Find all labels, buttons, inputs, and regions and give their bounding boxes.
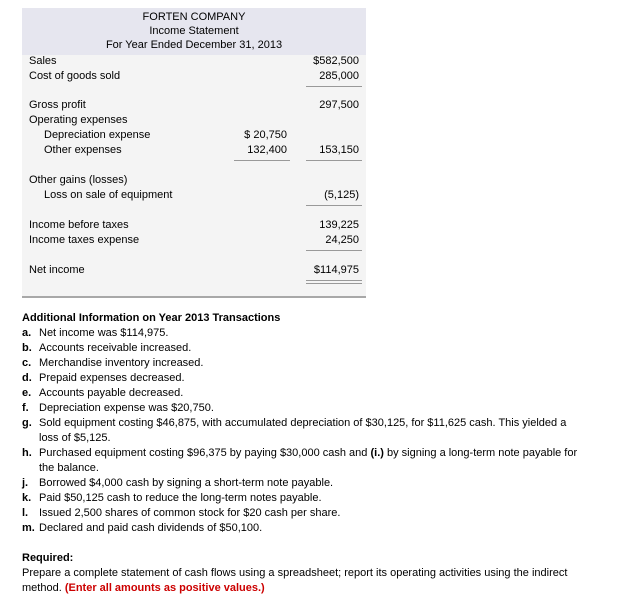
item-text: Borrowed $4,000 cash by signing a short-term note payable.	[39, 477, 334, 489]
item-text: Issued 2,500 shares of common stock for $20 cash per share.	[39, 507, 341, 519]
gross-profit-value: 297,500	[319, 99, 359, 111]
taxes-row	[22, 233, 366, 248]
required-note: (Enter all amounts as positive values.)	[64, 582, 265, 594]
company-name: FORTEN COMPANY	[142, 11, 246, 23]
item-text-before: Purchased equipment costing $96,375 by paying $30,000 cash and	[39, 447, 371, 459]
required-text-block	[22, 566, 587, 596]
other-gains-label: Other gains (losses)	[29, 174, 128, 186]
statement-title: Income Statement	[149, 25, 239, 37]
income-before-taxes-label: Income before taxes	[29, 219, 129, 231]
item-letter: l.	[22, 507, 29, 519]
item-text: Prepaid expenses decreased.	[39, 372, 185, 384]
statement-header	[22, 8, 366, 55]
item-text: Merchandise inventory increased.	[39, 357, 204, 369]
gross-profit-label: Gross profit	[29, 99, 86, 111]
list-item	[22, 341, 587, 356]
other-gains-row	[22, 173, 366, 188]
required-section	[22, 551, 587, 596]
item-text-after: by signing a long-term note payable for the balance.	[39, 447, 578, 474]
list-item	[22, 446, 587, 476]
taxes-label: Income taxes expense	[29, 234, 140, 246]
depreciation-row	[22, 128, 366, 143]
item-text: Accounts payable decreased.	[39, 387, 184, 399]
list-item	[22, 326, 587, 341]
statement-period: For Year Ended December 31, 2013	[105, 39, 283, 51]
cogs-value: 285,000	[319, 70, 359, 82]
other-expenses-label: Other expenses	[44, 144, 122, 156]
net-income-double-underline-top	[306, 280, 362, 281]
item-letter: e.	[22, 387, 32, 399]
list-item	[22, 506, 587, 521]
additional-info-title: Additional Information on Year 2013 Transactions	[22, 312, 281, 324]
item-letter: k.	[22, 492, 32, 504]
income-before-taxes-row	[22, 218, 366, 233]
net-income-double-underline-bottom	[306, 283, 362, 284]
depreciation-value: $ 20,750	[244, 129, 287, 141]
item-text: Depreciation expense was $20,750.	[39, 402, 214, 414]
item-text: Sold equipment costing $46,875, with accumulated depreciation of $30,125, for $11,625 cash. This yielded a loss of $5,125.	[39, 417, 567, 444]
net-income-label: Net income	[29, 264, 85, 276]
item-text: Declared and paid cash dividends of $50,100.	[39, 522, 263, 534]
opex-row	[22, 113, 366, 128]
item-letter: f.	[22, 402, 29, 414]
loss-value: (5,125)	[324, 189, 359, 201]
required-title: Required:	[22, 552, 74, 564]
net-income-row	[22, 263, 366, 278]
opex-total-value: 153,150	[319, 144, 359, 156]
taxes-value: 24,250	[325, 234, 359, 246]
list-item	[22, 491, 587, 506]
item-letter: j.	[22, 477, 29, 489]
loss-underline	[306, 205, 362, 206]
item-text-bold: (i.)	[370, 447, 384, 459]
item-text: Net income was $114,975.	[39, 327, 169, 339]
list-item	[22, 476, 587, 491]
item-letter: a.	[22, 327, 32, 339]
list-item	[22, 416, 587, 446]
statement-bottom-border	[22, 296, 366, 298]
required-text: Prepare a complete statement of cash flows using a spreadsheet; report its operating activities using the indirect method.	[22, 567, 568, 594]
income-statement	[22, 8, 366, 298]
gross-profit-row	[22, 98, 366, 113]
opex-total-underline	[306, 160, 362, 161]
cogs-underline	[306, 86, 362, 87]
list-item	[22, 356, 587, 371]
other-expenses-row	[22, 143, 366, 158]
list-item	[22, 521, 587, 536]
income-before-taxes-value: 139,225	[319, 219, 359, 231]
other-expenses-underline	[234, 160, 290, 161]
item-text: Paid $50,125 cash to reduce the long-term notes payable.	[39, 492, 322, 504]
sales-value: $582,500	[313, 55, 359, 67]
item-letter: b.	[22, 342, 32, 354]
taxes-underline	[306, 250, 362, 251]
list-item	[22, 371, 587, 386]
item-letter: h.	[22, 447, 32, 459]
list-item	[22, 401, 587, 416]
item-letter: c.	[22, 357, 32, 369]
loss-label: Loss on sale of equipment	[44, 189, 173, 201]
sales-label: Sales	[29, 55, 57, 67]
depreciation-label: Depreciation expense	[44, 129, 151, 141]
other-expenses-value: 132,400	[247, 144, 287, 156]
net-income-value: $114,975	[313, 264, 359, 276]
opex-label: Operating expenses	[29, 114, 128, 126]
additional-information	[22, 311, 587, 536]
cogs-label: Cost of goods sold	[29, 70, 121, 82]
item-text: Accounts receivable increased.	[39, 342, 192, 354]
item-letter: d.	[22, 372, 32, 384]
item-letter: m.	[22, 522, 35, 534]
cogs-row	[22, 69, 366, 84]
sales-row	[22, 54, 366, 69]
loss-row	[22, 188, 366, 203]
item-letter: g.	[22, 417, 32, 429]
list-item	[22, 386, 587, 401]
